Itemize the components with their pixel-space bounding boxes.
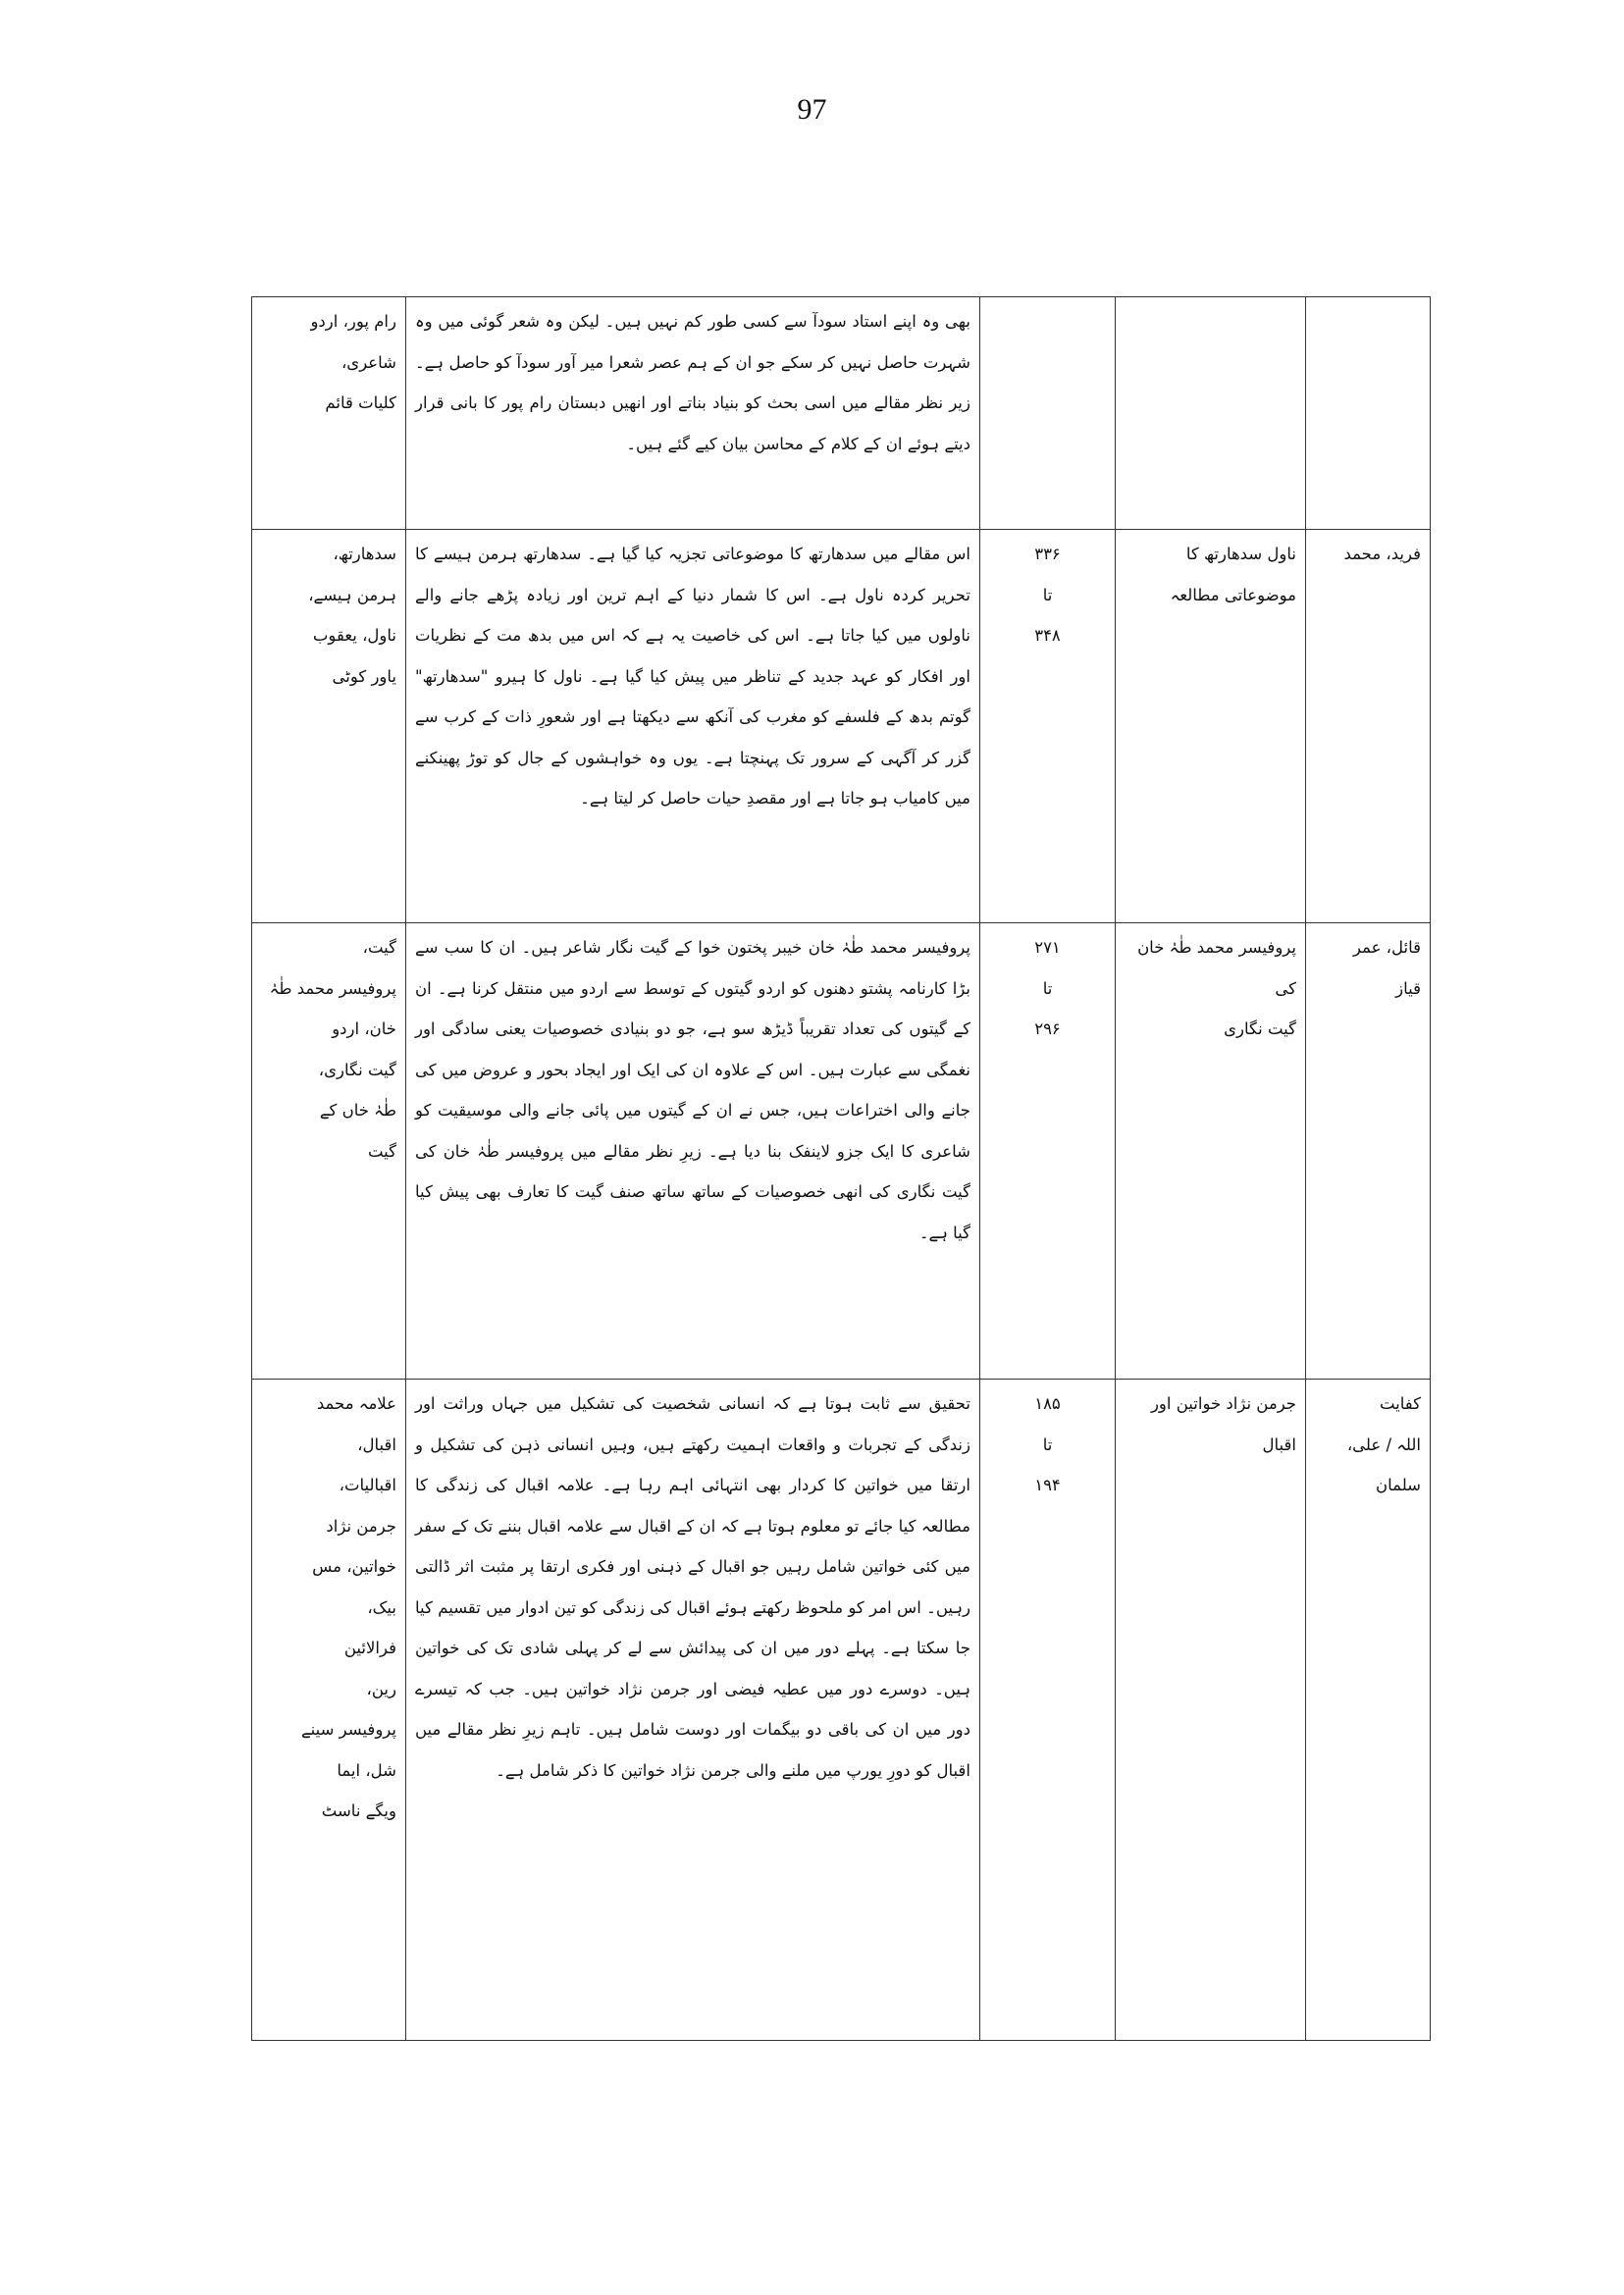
table-row: [252, 923, 1431, 1380]
abstract-cell: پروفیسر محمد طٰہٰ خان خیبر پختون خوا کے گیت نگار شاعر ہیں۔ ان کا سب سے بڑا کارنامہ پشتو دھنوں کو اردو گیتوں کے توسط سے اردو میں منتقل کرنا ہے۔ ان کے گیتوں کی تعداد تقریباً ڈیڑھ سو ہے، جو دو بنیادی خصوصیات یعنی سادگی اور نغمگی سے عبارت ہیں۔ اس کے علاوہ ان کی ایک اور ایجاد بحور و عروض میں کی جانے والی اختراعات ہیں، جس نے ان کے گیتوں میں پائی جانے والی موسیقیت کو شاعری کا ایک جزو لاینفک بنا دیا ہے۔ زیرِ نظر مقالے میں پروفیسر طٰہٰ خان کی گیت نگاری کی انھی خصوصیات کے ساتھ ساتھ صنف گیت کا تعارف بھی پیش کیا گیا ہے۔: [406, 923, 980, 1380]
pages-cell: ۳۳۶ تا ۳۴۸: [980, 530, 1116, 923]
keywords-cell: گیت، پروفیسر محمد طٰہٰ خان، اردو گیت نگاری، طٰہٰ خاں کے گیت: [252, 923, 406, 1380]
pages-cell: [980, 297, 1116, 530]
table-row: [252, 297, 1431, 530]
author-cell: [1306, 297, 1431, 530]
author-cell: کفایت اللہ / علی، سلمان: [1306, 1380, 1431, 2041]
title-cell: پروفیسر محمد طٰہٰ خان کی گیت نگاری: [1116, 923, 1306, 1380]
table-row: [252, 530, 1431, 923]
article-catalog-table: [251, 296, 1431, 2041]
abstract-cell: بھی وہ اپنے استاد سودآ سے کسی طور کم نہیں ہیں۔ لیکن وہ شعر گوئی میں وہ شہرت حاصل نہیں کر سکے جو ان کے ہم عصر شعرا میر آور سودآ کو حاصل ہے۔ زیر نظر مقالے میں اسی بحث کو بنیاد بناتے اور انھیں دبستان رام پور کا بانی قرار دیتے ہوئے ان کے کلام کے محاسن بیان کیے گئے ہیں۔: [406, 297, 980, 530]
keywords-cell: سدھارتھ، ہرمن ہیسے، ناول، یعقوب یاور کوٹی: [252, 530, 406, 923]
pages-cell: ۲۷۱ تا ۲۹۶: [980, 923, 1116, 1380]
keywords-cell: علامہ محمد اقبال، اقبالیات، جرمن نژاد خواتین، مس بیک، فرالائین رین، پروفیسر سینے شل، ایما ویگے ناسٹ: [252, 1380, 406, 2041]
title-cell: جرمن نژاد خواتین اور اقبال: [1116, 1380, 1306, 2041]
table-row: [252, 1380, 1431, 2041]
title-cell: [1116, 297, 1306, 530]
title-cell: ناول سدھارتھ کا موضوعاتی مطالعہ: [1116, 530, 1306, 923]
page-number: 97: [797, 93, 827, 126]
author-cell: فرید، محمد: [1306, 530, 1431, 923]
abstract-cell: اس مقالے میں سدھارتھ کا موضوعاتی تجزیہ کیا گیا ہے۔ سدھارتھ ہرمن ہیسے کا تحریر کردہ ناول ہے۔ اس کا شمار دنیا کے اہم ترین اور زیادہ پڑھے جانے والے ناولوں میں کیا جاتا ہے۔ اس کی خاصیت یہ ہے کہ اس میں بدھ مت کے نظریات اور افکار کو عہد جدید کے تناظر میں پیش کیا گیا ہے۔ ناول کا ہیرو "سدھارتھ" گوتم بدھ کے فلسفے کو مغرب کی آنکھ سے دیکھتا ہے اور شعورِ ذات کے کرب سے گزر کر آگہی کے سرور تک پہنچتا ہے۔ یوں وہ خواہشوں کے جال کو توڑ پھینکنے میں کامیاب ہو جاتا ہے اور مقصدِ حیات حاصل کر لیتا ہے۔: [406, 530, 980, 923]
author-cell: قائل، عمر قیاز: [1306, 923, 1431, 1380]
abstract-cell: تحقیق سے ثابت ہوتا ہے کہ انسانی شخصیت کی تشکیل میں جہاں وراثت اور زندگی کے تجربات و واقعات اہمیت رکھتے ہیں، وہیں انسانی ذہن کی تشکیل و ارتقا میں خواتین کا کردار بھی انتہائی اہم رہا ہے۔ علامہ اقبال کی زندگی کا مطالعہ کیا جائے تو معلوم ہوتا ہے کہ ان کے اقبال سے علامہ اقبال بننے تک کے سفر میں کئی خواتین شامل رہیں جو اقبال کے ذہنی اور فکری ارتقا پر مثبت اثر ڈالتی رہیں۔ اس امر کو ملحوظ رکھتے ہوئے اقبال کی زندگی کو تین ادوار میں تقسیم کیا جا سکتا ہے۔ پہلے دور میں ان کی پیدائش سے لے کر پہلی شادی تک کی خواتین ہیں۔ دوسرے دور میں عطیہ فیضی اور جرمن نژاد خواتین ہیں۔ جب کہ تیسرے دور میں ان کی باقی دو بیگمات اور دوست شامل ہیں۔ تاہم زیرِ نظر مقالے میں اقبال کو دورِ یورپ میں ملنے والی جرمن نژاد خواتین کا ذکر شامل ہے۔: [406, 1380, 980, 2041]
pages-cell: ۱۸۵ تا ۱۹۴: [980, 1380, 1116, 2041]
keywords-cell: رام پور، اردو شاعری، کلیات قائم: [252, 297, 406, 530]
